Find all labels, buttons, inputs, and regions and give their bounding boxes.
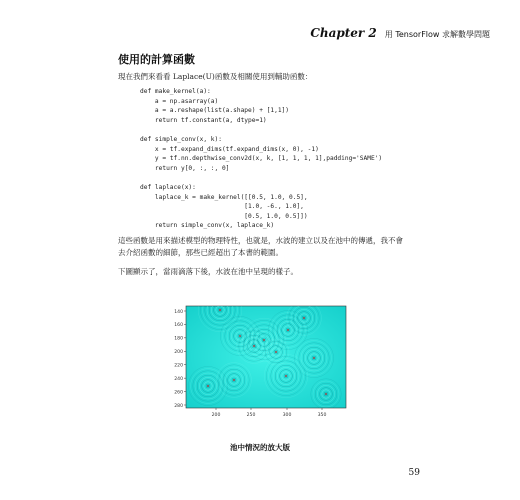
code-line: def simple_conv(x, k): [140, 135, 222, 143]
code-line: return simple_conv(x, laplace_k) [140, 222, 275, 230]
raindrop-center [303, 317, 305, 319]
water-ripple-figure [168, 302, 350, 420]
section-title: 使用的計算函數 [118, 53, 195, 66]
x-tick-label: 250 [246, 413, 256, 418]
chapter-title: 用 TensorFlow 求解數學問題 [384, 30, 490, 39]
y-tick-label: 200 [174, 350, 183, 356]
code-line: a = a.reshape(list(a.shape) + [1,1]) [140, 107, 290, 115]
x-tick-label: 300 [282, 413, 292, 418]
body-paragraph-1: 這些函數是用來描述模型的物理特性，也就是，水波的建立以及在池中的傳遞，我不會去介紹函數的細節，那些已經超出了本書的範圍。 [118, 236, 403, 257]
code-line: def make_kernel(a): [140, 88, 211, 95]
raindrop-center [207, 385, 209, 387]
raindrop-center [275, 351, 277, 353]
raindrop-center [219, 309, 221, 311]
intro-paragraph: 現在我們來看看 Laplace(U)函數及相關使用到輔助函數： [118, 72, 313, 81]
x-axis-ticks [212, 408, 327, 418]
chapter-header [250, 26, 490, 40]
raindrop-center [285, 375, 287, 377]
code-line: [0.5, 1.0, 0.5]]) [140, 212, 308, 220]
y-tick-label: 280 [174, 403, 183, 409]
code-line: x = tf.expand_dims(tf.expand_dims(x, 0), -1) [140, 145, 319, 153]
raindrop-center [325, 393, 327, 395]
raindrop-center [233, 379, 235, 381]
raindrop-center [253, 345, 255, 347]
y-axis-ticks [174, 309, 186, 409]
code-line: y = tf.nn.depthwise_conv2d(x, k, [1, 1, 1, 1],padding='SAME') [140, 155, 383, 163]
code-line: a = np.asarray(a) [140, 97, 219, 105]
y-tick-label: 220 [174, 363, 183, 369]
page-number: 59 [408, 468, 420, 478]
code-line: [1.0, -6., 1.0], [140, 203, 304, 211]
code-line: return tf.constant(a, dtype=1) [140, 116, 267, 124]
code-line: laplace_k = make_kernel([[0.5, 1.0, 0.5], [140, 193, 308, 201]
raindrop-center [313, 357, 315, 359]
y-tick-label: 180 [174, 336, 183, 342]
y-tick-label: 240 [174, 376, 183, 382]
y-tick-label: 160 [174, 323, 183, 329]
code-block [140, 87, 440, 231]
raindrop-center [287, 329, 289, 331]
figure-caption: 池中情況的放大版 [230, 443, 290, 452]
x-tick-label: 200 [211, 413, 221, 418]
code-line: def laplace(x): [140, 183, 196, 191]
code-line [140, 173, 440, 183]
body-paragraph-2: 下圖顯示了，當雨滴落下後，水波在池中呈現的樣子。 [118, 267, 298, 276]
y-tick-label: 140 [174, 309, 183, 315]
chapter-mark: Chapter 2 [310, 26, 377, 40]
code-line: return y[0, :, :, 0] [140, 164, 230, 172]
ripple-plot [168, 302, 350, 420]
y-tick-label: 260 [174, 390, 183, 396]
x-tick-label: 350 [317, 413, 327, 418]
code-line [140, 125, 440, 135]
